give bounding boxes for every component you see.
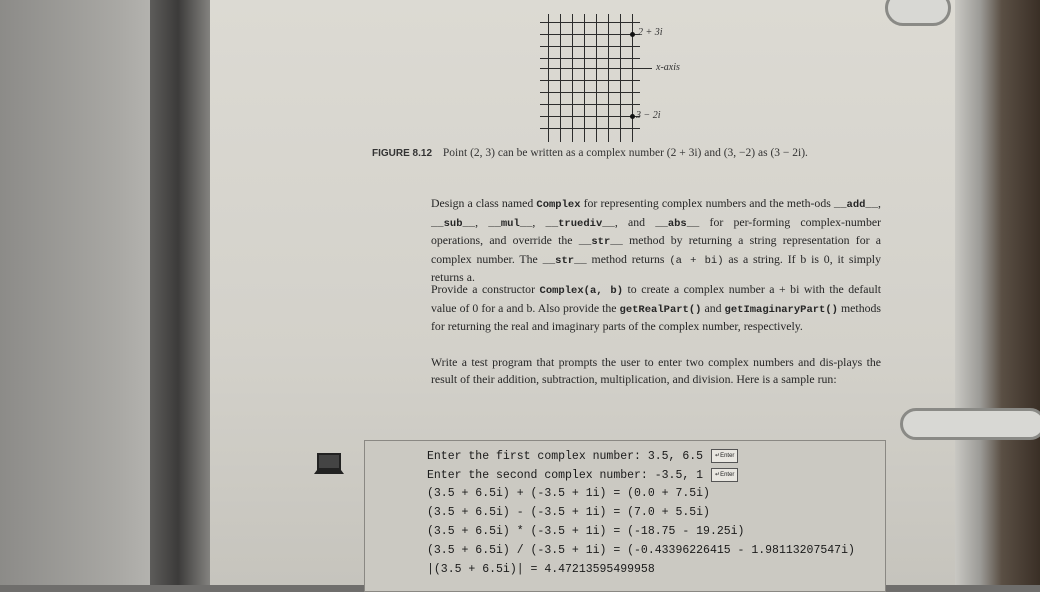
paragraph-design-class [431, 195, 881, 286]
run-output-line: |(3.5 + 6.5i)| = 4.47213595499958 [427, 563, 655, 576]
enter-key-icon: ↵Enter [711, 468, 738, 482]
method-str-2: __str__ [542, 254, 587, 267]
enter-key-icon: ↵Enter [711, 449, 738, 463]
p2-mid: to create a complex number a + bi with the default value of 0 for a and b. Also provide the [431, 282, 881, 315]
method-getrealpart: getRealPart() [619, 303, 702, 316]
class-name: Complex [536, 199, 581, 211]
sep: , [878, 196, 881, 210]
paragraph-test-program: Write a test program that prompts the user to enter two complex numbers and dis-plays the result of their addition, subtraction, multiplication, and division. Here is a sample run: [431, 355, 881, 386]
p1-method: method returns [586, 251, 670, 266]
method-abs: __abs__ [655, 217, 700, 230]
run-output-line: (3.5 + 6.5i) - (-3.5 + 1i) = (7.0 + 5.5i) [427, 506, 710, 519]
p1-forper: for per-forming complex-number operations, and override the [431, 214, 882, 247]
repr-format: (a + bi) [669, 254, 724, 267]
p1-method-by: method by returning a string representation for a complex number. The [431, 233, 882, 266]
run-output-line: (3.5 + 6.5i) / (-3.5 + 1i) = (-0.43396226415 - 1.98113207547i) [427, 544, 855, 557]
method-str: __str__ [578, 236, 623, 248]
run-prompt-2 [427, 468, 738, 482]
method-mul: __mul__ [488, 217, 533, 230]
run-output-line: (3.5 + 6.5i) * (-3.5 + 1i) = (-18.75 - 19.25i) [427, 525, 745, 538]
figure-label: FIGURE 8.12 [372, 148, 433, 159]
figure-caption [372, 145, 842, 162]
binder-edge [955, 0, 1040, 585]
sep: , [532, 214, 546, 229]
p2-end: methods for returning the real and imaginary parts of the complex number, respectively. [431, 300, 881, 333]
paragraph-constructor [431, 281, 881, 335]
point-3-minus-2i [630, 114, 635, 119]
sep: , [475, 214, 489, 229]
run-prompt-1 [427, 449, 738, 463]
method-truediv: __truediv__ [545, 217, 615, 230]
p2-and: and [701, 300, 725, 315]
axis-label: x-axis [656, 62, 680, 73]
method-add: __add__ [833, 199, 879, 211]
caption-text: Point (2, 3) can be written as a complex number (2 + 3i) and (3, −2) as (3 − 2i). [442, 147, 808, 159]
binder-ring-bottom [900, 408, 1040, 440]
constructor-signature: Complex(a, b) [539, 285, 624, 297]
method-getimaginarypart: getImaginaryPart() [724, 303, 838, 316]
sample-run-box [364, 440, 886, 592]
p1-mid: for representing complex numbers and the meth-ods [580, 196, 834, 210]
point-top-label: 2 + 3i [638, 27, 663, 38]
point-bottom-label: 3 − 2i [636, 110, 661, 121]
complex-plane-figure [540, 14, 680, 146]
prompt-2-text: Enter the second complex number: -3.5, 1 [427, 469, 704, 483]
run-output-line: (3.5 + 6.5i) + (-3.5 + 1i) = (0.0 + 7.5i) [427, 487, 710, 500]
p2-intro: Provide a constructor [431, 282, 540, 296]
point-2-3i [630, 32, 635, 37]
binder-ring-top [885, 0, 951, 26]
prompt-1-text: Enter the first complex number: 3.5, 6.5 [427, 450, 704, 464]
method-sub: __sub__ [431, 217, 476, 230]
p1-end: as a string. If b is 0, it simply returns a. [431, 251, 881, 284]
and-text: , and [614, 214, 656, 229]
laptop-icon [314, 452, 344, 478]
p1-intro: Design a class named [431, 196, 537, 210]
